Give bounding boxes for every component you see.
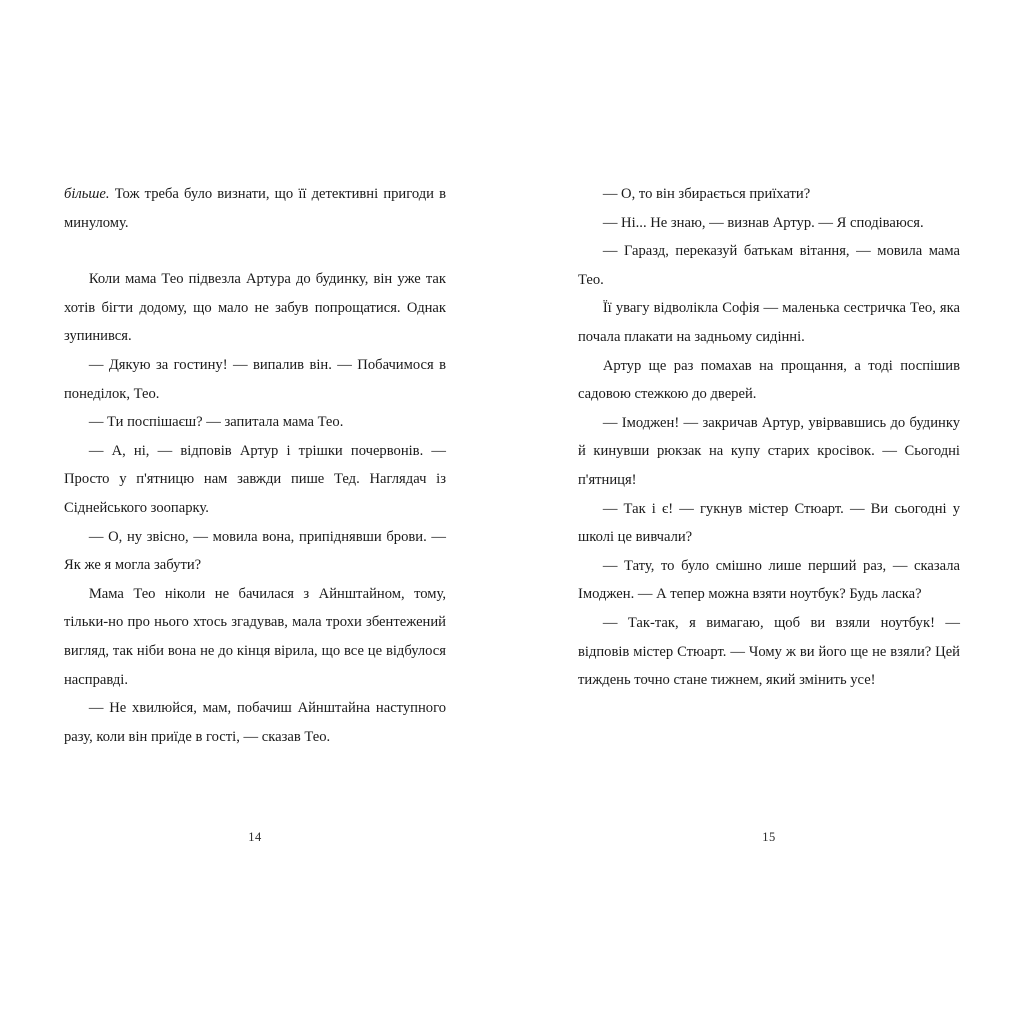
paragraph: Коли мама Тео підвезла Артура до будинку, він уже так хотів бігти додому, що мало не забув попрощатися. Однак зупинився. xyxy=(64,271,446,345)
paragraph: Її увагу відволікла Софія — маленька сестричка Тео, яка почала плакати на задньому сидінні. xyxy=(578,300,960,345)
paragraph-text: Тож треба було визнати, що її детективні пригоди в минулому. xyxy=(64,186,446,231)
paragraph: Мама Тео ніколи не бачилася з Айнштайном, тому, тільки-но про нього хтось згадував, мала трохи збентежений вигляд, так ніби вона не до кінця вірила, що все це відбулося насправді. xyxy=(64,585,446,688)
paragraph: — Ти поспішаєш? — запитала мама Тео. xyxy=(88,414,344,431)
right-page-text-column xyxy=(578,180,960,695)
left-page-text-column xyxy=(64,180,446,751)
paragraph: — Гаразд, переказуй батькам вітання, — мовила мама Тео. xyxy=(578,243,960,288)
paragraph: — О, то він збирається приїхати? xyxy=(602,186,811,202)
paragraph xyxy=(64,180,446,237)
page-number: 14 xyxy=(248,830,262,844)
paragraph: — Не хвилюйся, мам, побачиш Айнштайна наступного разу, коли він приїде в гості, — сказав Тео. xyxy=(64,700,446,745)
right-page xyxy=(512,0,1024,1024)
paragraph-italic-lead-in: більше. xyxy=(64,186,110,202)
paragraph: — О, ну звісно, — мовила вона, припіднявши брови. — Як же я могла забути? xyxy=(64,528,446,574)
paragraph: — Так і є! — гукнув містер Стюарт. — Ви сьогодні у школі це вивчали? xyxy=(578,500,960,546)
paragraph: — Тату, то було смішно лише перший раз, — сказала Імоджен. — А тепер можна взяти ноутбук? Будь ласка? xyxy=(578,557,960,603)
paragraph: — Ні... Не знаю, — визнав Артур. — Я сподіваюся. xyxy=(602,214,924,231)
paragraph: — Імоджен! — закричав Артур, увірвавшись до будинку й кинувши рюкзак на купу старих кросівок. — Сьогодні п'ятниця! xyxy=(578,414,960,488)
page-number: 15 xyxy=(762,830,776,844)
paragraph: — А, ні, — відповів Артур і трішки почервонів. — Просто у п'ятницю нам завжди пише Тед. Наглядач із Сіднейського зоопарку. xyxy=(64,442,446,516)
paragraph: — Так-так, я вимагаю, щоб ви взяли ноутбук! — відповів містер Стюарт. — Чому ж ви його ще не взяли? Цей тиждень точно стане тижнем, який змінить усе! xyxy=(578,614,960,689)
paragraph: Артур ще раз помахав на прощання, а тоді поспішив садовою стежкою до дверей. xyxy=(578,357,960,403)
paragraph: — Дякую за гостину! — випалив він. — Побачимося в понеділок, Тео. xyxy=(64,357,446,402)
